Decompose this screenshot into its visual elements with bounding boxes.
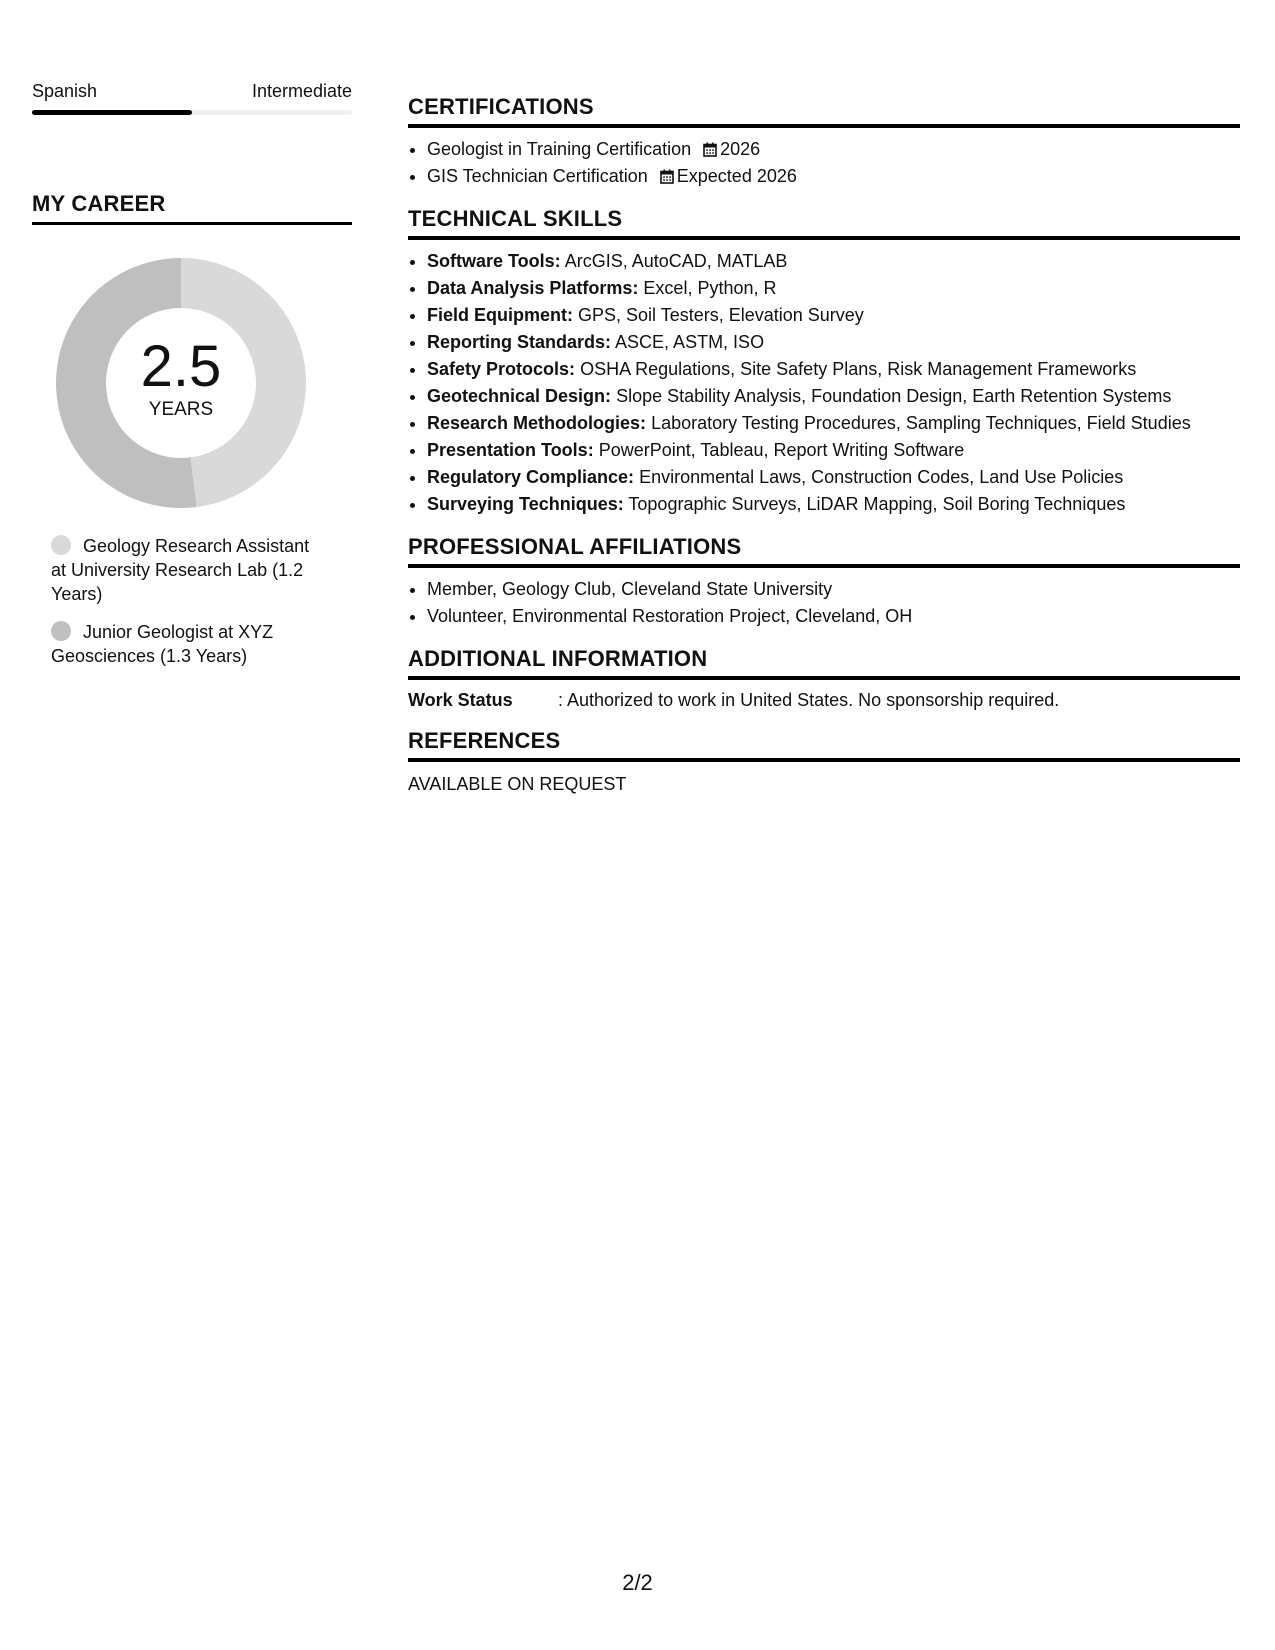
affiliations-list [408, 576, 1240, 630]
skill-item [427, 491, 1240, 518]
skill-value: Excel, Python, R [643, 278, 777, 298]
career-legend [51, 534, 326, 668]
skill-value: Environmental Laws, Construction Codes, Land Use Policies [639, 467, 1124, 487]
left-column [32, 80, 352, 682]
certification-date: 2026 [720, 139, 761, 159]
career-legend-item [51, 620, 326, 668]
certifications-list [408, 136, 1240, 190]
calendar-icon [660, 169, 674, 184]
skill-label: Software Tools: [427, 251, 561, 271]
skill-item [427, 275, 1240, 302]
donut-center [56, 258, 306, 508]
work-status-row [408, 688, 1240, 712]
language-level: Intermediate [251, 81, 352, 101]
references-heading: REFERENCES [408, 728, 1240, 762]
skill-item [427, 248, 1240, 275]
technical-skills-heading: TECHNICAL SKILLS [408, 206, 1240, 240]
language-proficiency-fill [32, 110, 192, 115]
work-status-value: : Authorized to work in United States. No sponsorship required. [558, 690, 1060, 710]
skill-value: Slope Stability Analysis, Foundation Design, Earth Retention Systems [616, 386, 1172, 406]
additional-info-heading: ADDITIONAL INFORMATION [408, 646, 1240, 680]
skill-label: Regulatory Compliance: [427, 467, 635, 487]
skill-label: Reporting Standards: [427, 332, 612, 352]
language-entry [32, 80, 352, 115]
certification-item [427, 163, 1240, 190]
certification-date: Expected 2026 [676, 166, 797, 186]
skill-label: Data Analysis Platforms: [427, 278, 639, 298]
skill-value: Topographic Surveys, LiDAR Mapping, Soil Boring Techniques [628, 494, 1126, 514]
right-column [408, 94, 1240, 796]
career-total-value: 2.5 [140, 334, 222, 399]
skill-item [427, 302, 1240, 329]
certifications-heading: CERTIFICATIONS [408, 94, 1240, 128]
skill-label: Field Equipment: [427, 305, 573, 325]
references-text: AVAILABLE ON REQUEST [408, 774, 627, 794]
career-role-label: Geology Research Assistant at University Research Lab (1.2 Years) [51, 536, 310, 604]
skill-value: PowerPoint, Tableau, Report Writing Software [598, 440, 965, 460]
skill-item [427, 329, 1240, 356]
skill-label: Research Methodologies: [427, 413, 647, 433]
skill-label: Geotechnical Design: [427, 386, 612, 406]
language-name: Spanish [32, 81, 98, 101]
career-donut-chart [56, 258, 306, 508]
page-number: 2/2 [622, 1570, 653, 1595]
certification-name: Geologist in Training Certification [427, 139, 692, 159]
skill-label: Presentation Tools: [427, 440, 594, 460]
language-row [32, 80, 352, 102]
certification-name: GIS Technician Certification [427, 166, 648, 186]
skill-label: Surveying Techniques: [427, 494, 624, 514]
skill-value: ArcGIS, AutoCAD, MATLAB [564, 251, 788, 271]
calendar-icon [703, 142, 717, 157]
skill-item [427, 437, 1240, 464]
affiliation-item: • Volunteer, Environmental Restoration Project, Cleveland, OH [427, 603, 1240, 630]
career-total-unit: YEARS [148, 399, 214, 420]
skill-label: Safety Protocols: [427, 359, 576, 379]
legend-dot-icon [51, 535, 71, 555]
skill-item [427, 356, 1240, 383]
language-proficiency-bar [32, 110, 352, 115]
skill-value: ASCE, ASTM, ISO [615, 332, 765, 352]
affiliations-heading: PROFESSIONAL AFFILIATIONS [408, 534, 1240, 568]
skill-value: OSHA Regulations, Site Safety Plans, Risk Management Frameworks [580, 359, 1137, 379]
career-role-label: Junior Geologist at XYZ Geosciences (1.3 Years) [51, 622, 274, 666]
skill-value: GPS, Soil Testers, Elevation Survey [578, 305, 864, 325]
affiliation-item: • Member, Geology Club, Cleveland State University [427, 576, 1240, 603]
legend-dot-icon [51, 621, 71, 641]
career-legend-item [51, 534, 326, 606]
skill-item [427, 464, 1240, 491]
skill-value: Laboratory Testing Procedures, Sampling Techniques, Field Studies [651, 413, 1191, 433]
work-status-label: Work Status [408, 690, 513, 710]
certification-item [427, 136, 1240, 163]
technical-skills-list [408, 248, 1240, 518]
skill-item [427, 410, 1240, 437]
career-heading: MY CAREER [32, 191, 352, 225]
skill-item [427, 383, 1240, 410]
